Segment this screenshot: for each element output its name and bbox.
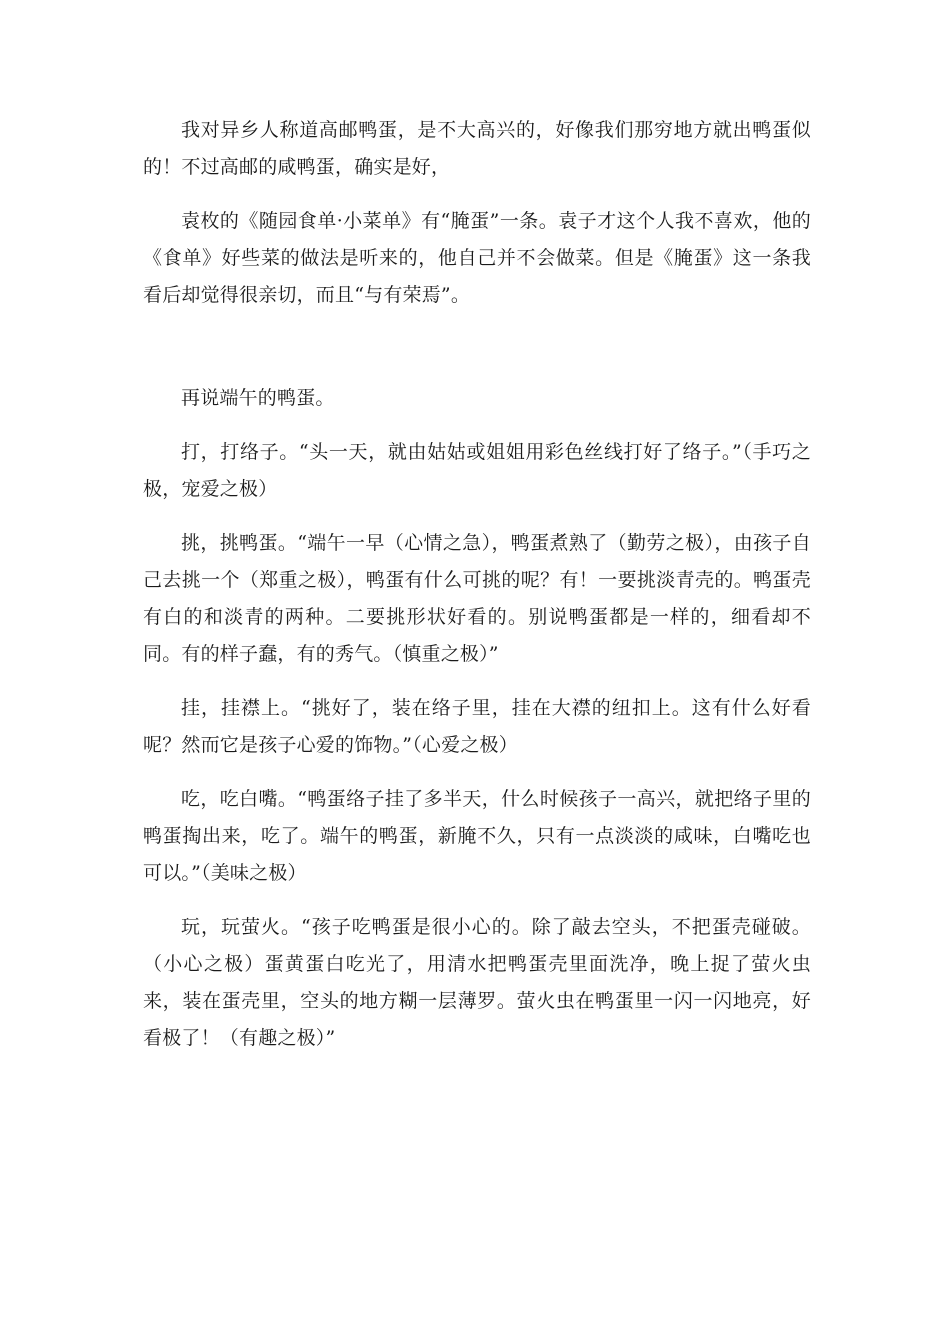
paragraph-tiao: 挑，挑鸭蛋。“端午一早（心情之急），鸭蛋煮熟了（勤劳之极），由孩子自己去挑一个（郑重之极），鸭蛋有什么可挑的呢？有！一要挑淡青壳的。鸭蛋壳有白的和淡青的两种。二要挑形状好看的。别说鸭蛋都是一样的，细看却不同。有的样子蠢，有的秀气。（慎重之极）” xyxy=(143,532,811,665)
paragraph-da: 打，打络子。“头一天，就由姑姑或姐姐用彩色丝线打好了络子。”（手巧之极，宠爱之极） xyxy=(143,441,811,500)
paragraph-yuanmei: 袁枚的《随园食单·小菜单》有“腌蛋”一条。袁子才这个人我不喜欢，他的《食单》好些菜的做法是听来的，他自己并不会做菜。但是《腌蛋》这一条我看后却觉得很亲切，而且“与有荣焉”。 xyxy=(143,210,811,306)
paragraph-chi: 吃，吃白嘴。“鸭蛋络子挂了多半天，什么时候孩子一高兴，就把络子里的鸭蛋掏出来，吃了。端午的鸭蛋，新腌不久，只有一点淡淡的咸味，白嘴吃也可以。”（美味之极） xyxy=(143,788,811,884)
paragraph-gua: 挂，挂襟上。“挑好了，装在络子里，挂在大襟的纽扣上。这有什么好看呢？然而它是孩子心爱的饰物。”（心爱之极） xyxy=(143,697,811,756)
paragraph-wan: 玩，玩萤火。“孩子吃鸭蛋是很小心的。除了敲去空头，不把蛋壳碰破。（小心之极）蛋黄蛋白吃光了，用清水把鸭蛋壳里面洗净，晚上捉了萤火虫来，装在蛋壳里，空头的地方糊一层薄罗。萤火虫在鸭蛋里一闪一闪地亮，好看极了！（有趣之极）” xyxy=(143,916,811,1049)
document-page xyxy=(143,112,811,1057)
paragraph-intro: 我对异乡人称道高邮鸭蛋，是不大高兴的，好像我们那穷地方就出鸭蛋似的！不过高邮的咸鸭蛋，确实是好， xyxy=(143,119,811,178)
paragraph-duanwu: 再说端午的鸭蛋。 xyxy=(181,387,335,409)
